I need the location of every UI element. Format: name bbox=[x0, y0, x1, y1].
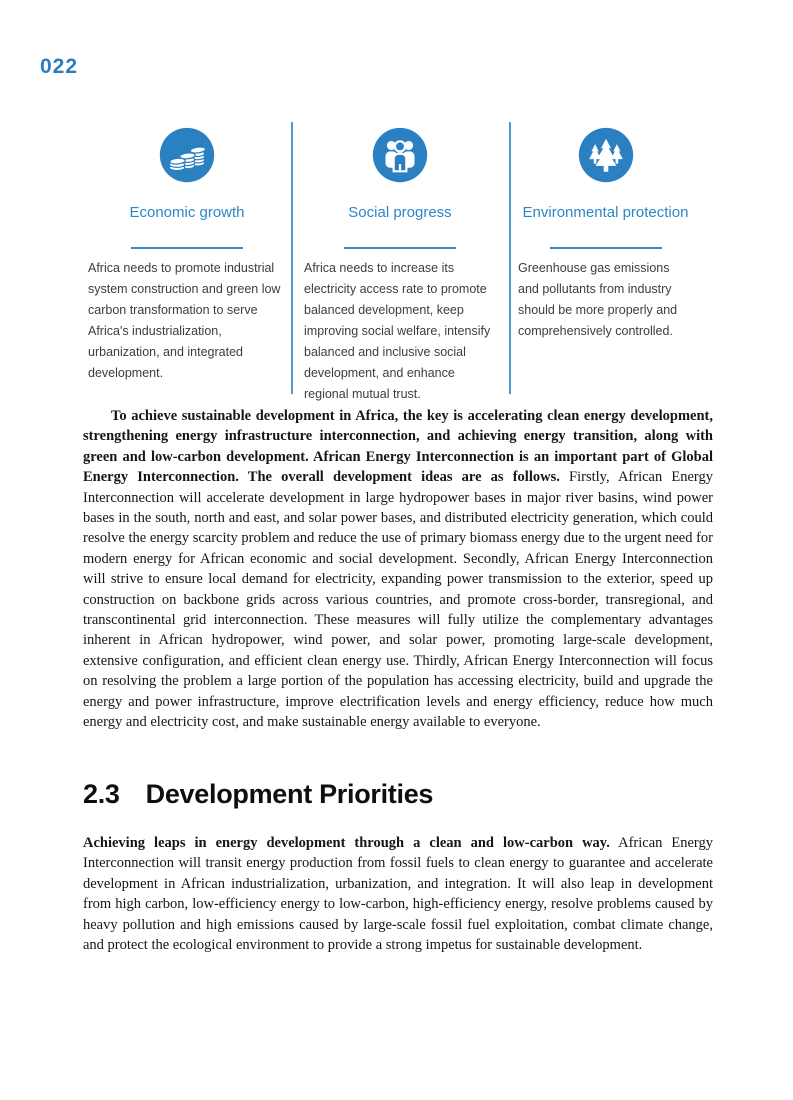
paragraph-bold-lead: Achieving leaps in energy development through a clean and low-carbon way. bbox=[83, 835, 610, 851]
pillar-text: Africa needs to increase its electricity access rate to promote balanced development, keep improving social welfare, intensify balanced and inclusive social development, and enhance regional mutual trust. bbox=[304, 261, 491, 401]
pillar-social-progress bbox=[304, 126, 496, 405]
page-number: 022 bbox=[40, 55, 79, 78]
trees-icon bbox=[577, 126, 635, 184]
pillars-section bbox=[88, 126, 693, 405]
heading-title: Development Priorities bbox=[145, 779, 434, 809]
people-icon bbox=[371, 126, 429, 184]
pillar-economic-growth bbox=[88, 126, 286, 405]
pillar-title: Social progress bbox=[348, 204, 452, 221]
body-paragraph-2 bbox=[83, 833, 713, 955]
paragraph-bold-lead: To achieve sustainable development in Africa, the key is accelerating clean energy development, strengthening energy infrastructure interconnection, and achieving energy transition, along with green and low-carbon development. African Energy Interconnection is an important part of Global Energy Interconnection. The overall development ideas are as follows. bbox=[83, 408, 713, 486]
title-underline bbox=[550, 247, 662, 249]
paragraph-text: African Energy Interconnection will transit energy production from fossil fuels to clean energy to guarantee and accelerate development in African industrialization, urbanization, and integration. It will also leap in development from high carbon, low-efficiency energy to low-carbon, high-efficiency energy, resolve problems caused by heavy pollution and high emissions caused by large-scale fossil fuel exploitation, combat climate change, and protect the ecological environment to provide a strong impetus for sustainable development. bbox=[83, 835, 714, 954]
section-heading bbox=[83, 779, 433, 810]
pillar-title: Environmental protection bbox=[522, 204, 689, 221]
body-paragraph-1 bbox=[83, 406, 713, 733]
pillar-text: Africa needs to promote industrial system construction and green low carbon transformation to serve Africa's industrialization, urbanization, and integrated development. bbox=[88, 261, 281, 380]
pillar-text: Greenhouse gas emissions and pollutants from industry should be more properly and comprehensively controlled. bbox=[518, 261, 678, 338]
paragraph-text: Firstly, African Energy Interconnection will accelerate development in large hydropower bases in major river basins, wind power bases in the south, north and east, and solar power bases, and distributed electricity generation, which could resolve the energy scarcity problem and reduce the use of primary biomass energy due to the urgent need for modern energy for African economic and social development. Secondly, African Energy Interconnection will strive to ensure local demand for electricity, expanding power transmission to the exterior, speed up construction on backbone grids across various countries, and promote cross-border, transregional, and transcontinental grid interconnection. These measures will fully utilize the complementary advantages inherent in African hydropower, wind power, and solar power, promoting large-scale development, extensive configuration, and efficient clean energy use. Thirdly, African Energy Interconnection will focus on resolving the problem a large portion of the population has accessing electricity, build and upgrade the energy and power infrastructure, improve electrification levels and energy efficiency, reduce how much energy and electricity cost, and make sustainable energy available to everyone. bbox=[83, 469, 713, 731]
coins-icon bbox=[158, 126, 216, 184]
title-underline bbox=[131, 247, 243, 249]
pillar-title: Economic growth bbox=[129, 204, 245, 221]
pillar-environmental-protection bbox=[518, 126, 693, 405]
heading-number: 2.3 bbox=[83, 779, 120, 809]
title-underline bbox=[344, 247, 456, 249]
